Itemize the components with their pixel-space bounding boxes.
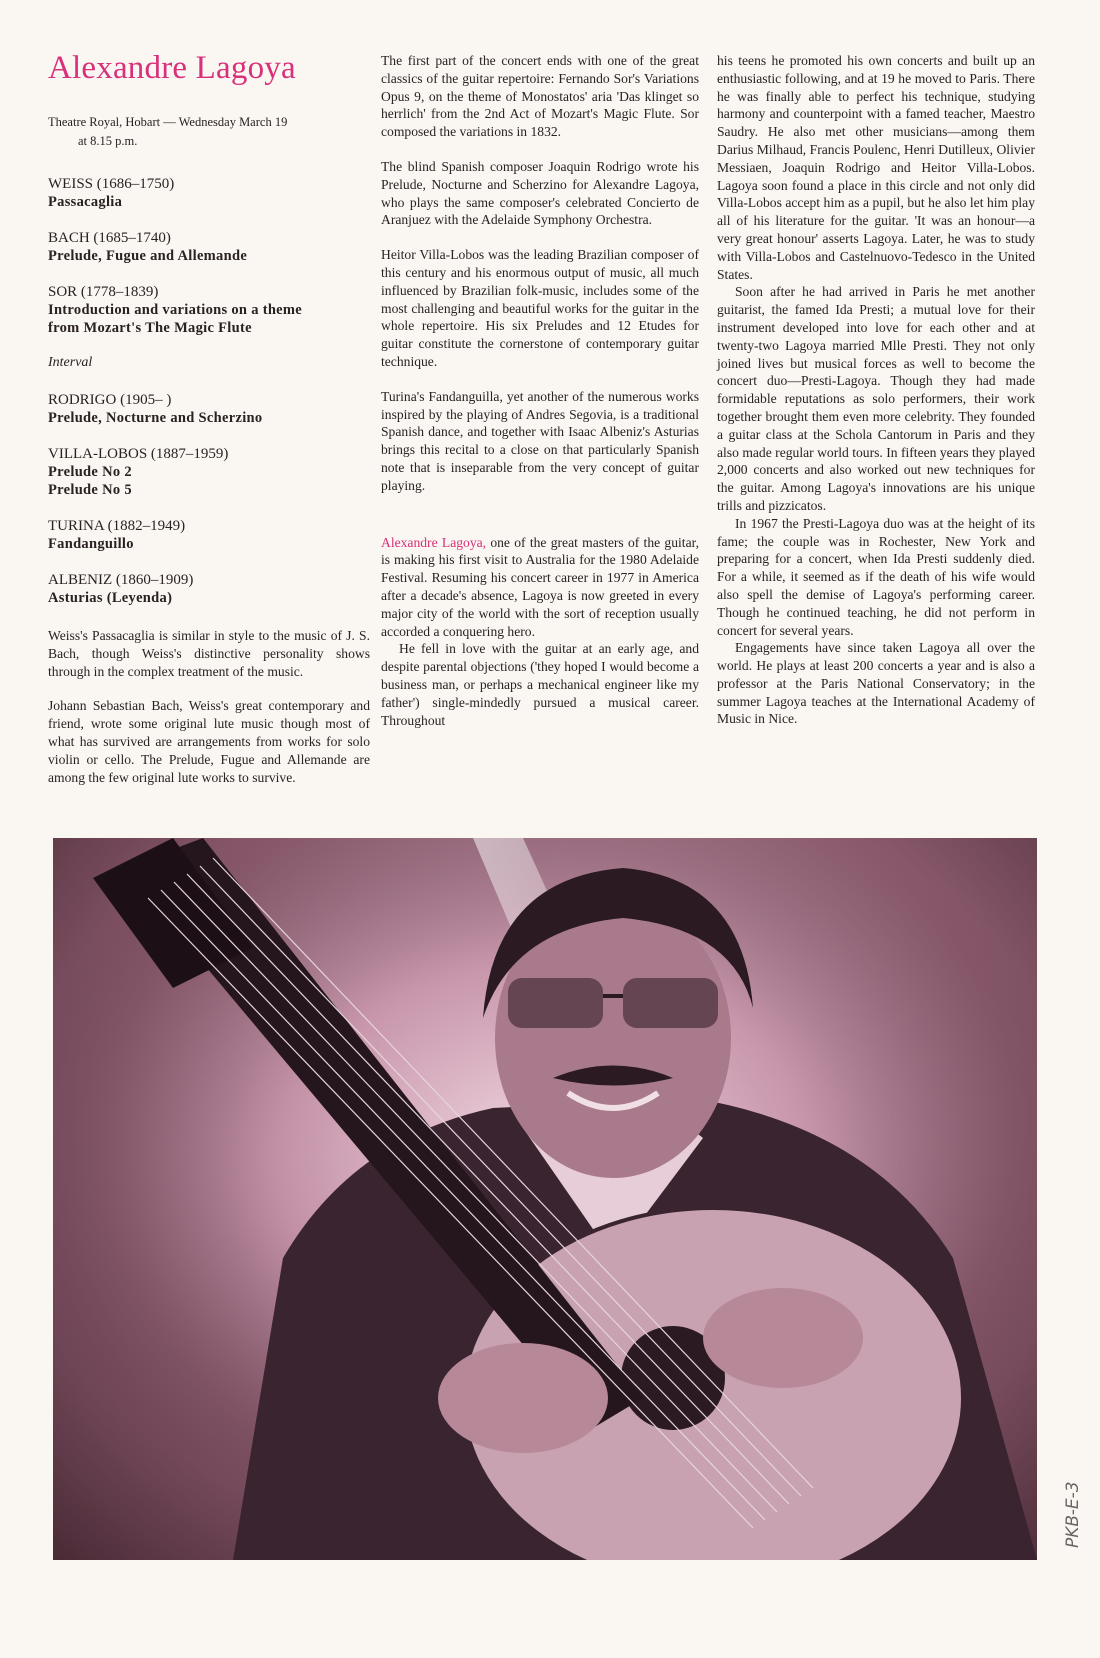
program-item <box>48 571 370 607</box>
note-paragraph: Heitor Villa-Lobos was the leading Brazilian composer of this century and his enormous output of music, all much influenced by Brazilian folk-music, includes some of the most challenging and beautiful works for the guitar in the whole repertoire. His six Preludes and 12 Etudes for guitar constitute the cornerstone of contemporary guitar technique. <box>381 247 699 369</box>
composer: WEISS (1686–1750) <box>48 176 175 192</box>
bio-lead-text: one of the great masters of the guitar, is making his first visit to Australia for the 1980 Adelaide Festival. Resuming his concert career in 1977 in America after a decade's absence, Lagoya is now greeted in every major city of the world with the sort of reception usually accorded a conquering hero. <box>381 534 699 639</box>
program-item <box>48 391 370 427</box>
program-item <box>48 283 370 337</box>
bio-paragraph: He fell in love with the guitar at an early age, and despite parental objections ('they hoped I would become a business man, or perhaps a mechanical engineer like my father') single-mindedly pursued a musical career. Throughout <box>381 641 699 728</box>
handwritten-ref-text: PKB-E-3 <box>1063 1481 1083 1548</box>
composer: SOR (1778–1839) <box>48 284 159 300</box>
work-title: Prelude, Fugue and Allemande <box>48 248 248 264</box>
work-title: Prelude No 5 <box>48 482 132 498</box>
note-paragraph: Weiss's Passacaglia is similar in style to the music of J. S. Bach, though Weiss's distinctive personality shows through in the complex treatment of the music. <box>48 628 370 679</box>
program-item <box>48 229 370 265</box>
column-bio <box>717 52 1035 728</box>
venue-line-2: at 8.15 p.m. <box>78 134 138 148</box>
bio-paragraph: Soon after he had arrived in Paris he met another guitarist, the famed Ida Presti; a mutual love for their instrument developed into love for each other and at twenty-two Lagoya married Mlle Presti. They not only joined lives but musical forces as well to become the concert duo—Presti-Lagoya. Though they had made formidable reputations as solo performers, their work together brought them even more celebrity. They founded a guitar class at the Schola Cantorum in Paris and they also made regular world tours. In fifteen years they played 2,000 concerts and also worked out new techniques for the guitar. Among Lagoya's innovations are his unique trills and pizzicatos. <box>717 284 1035 513</box>
note-paragraph: Johann Sebastian Bach, Weiss's great contemporary and friend, wrote some original lute music though most of what has survived are arrangements from works for solo violin or cello. The Prelude, Fugue and Allemande are among the few original lute works to survive. <box>48 698 370 785</box>
program-item <box>48 175 370 211</box>
program-item <box>48 445 370 499</box>
work-title: Prelude, Nocturne and Scherzino <box>48 410 263 426</box>
bio-paragraph <box>381 534 699 641</box>
column-program <box>48 50 370 803</box>
portrait-photo <box>53 838 1037 1560</box>
note-paragraph: The blind Spanish composer Joaquin Rodrigo wrote his Prelude, Nocturne and Scherzino for Alexandre Lagoya, who plays the same composer's celebrated Concierto de Aranjuez with the Adelaide Symphony Orchestra. <box>381 158 699 228</box>
bio-paragraph: Engagements have since taken Lagoya all over the world. He plays at least 200 concerts a year and is also a professor at the Paris National Conservatory; in the summer Lagoya teaches at the International Academy of Music in Nice. <box>717 640 1035 727</box>
composer: VILLA-LOBOS (1887–1959) <box>48 446 229 462</box>
guitarist-illustration <box>53 838 1037 1560</box>
page-title: Alexandre Lagoya <box>48 50 296 86</box>
bio-paragraph: his teens he promoted his own concerts and built up an enthusiastic following, and at 19 he moved to Paris. There he was finally able to perfect his technique, studying harmony and counterpoint with a famed teacher, Maestro Saudry. He also met other musicians—among them Darius Milhaud, Francis Poulenc, Henri Dutilleux, Olivier Messiaen, Joaquin Rodrigo and Heitor Villa-Lobos. Lagoya soon found a place in this circle and not only did Villa-Lobos accept him as a pupil, but he also let him play all of his literature for the guitar. 'It was an honour—a very great honour' asserts Lagoya. Later, he was to study with Villa-Lobos and Castelnuovo-Tedesco in the United States. <box>717 53 1035 282</box>
composer: BACH (1685–1740) <box>48 230 171 246</box>
bio-lead-name: Alexandre Lagoya, <box>381 534 487 550</box>
work-title: Fandanguillo <box>48 536 134 552</box>
work-title: Prelude No 2 <box>48 464 132 480</box>
composer: TURINA (1882–1949) <box>48 518 186 534</box>
composer: ALBENIZ (1860–1909) <box>48 572 194 588</box>
work-title: Introduction and variations on a theme <box>48 302 303 318</box>
work-title: from Mozart's The Magic Flute <box>48 320 252 336</box>
work-title: Passacaglia <box>48 194 123 210</box>
interval-label: Interval <box>48 355 93 370</box>
handwritten-reference <box>1063 1481 1089 1658</box>
note-paragraph: The first part of the concert ends with one of the great classics of the guitar repertoire: Fernando Sor's Variations Opus 9, on the theme of Monostatos' aria 'Das klinget so herrlich' from the 2nd Act of Mozart's Magic Flute. Sor composed the variations in 1832. <box>381 53 699 140</box>
note-paragraph: Turina's Fandanguilla, yet another of the numerous works inspired by the playing of Andres Segovia, is a traditional Spanish dance, and together with Isaac Albeniz's Asturias brings this recital to a close on that particularly Spanish note that is inseparable from the very concept of guitar playing. <box>381 388 699 493</box>
venue-info <box>48 113 370 151</box>
venue-line-1: Theatre Royal, Hobart — Wednesday March 19 <box>48 115 288 129</box>
program-item <box>48 517 370 553</box>
column-notes <box>381 52 699 729</box>
bio-paragraph: In 1967 the Presti-Lagoya duo was at the height of its fame; the couple was in Rochester, New York and preparing for a concert, when Ida Presti suddenly died. For a while, it seemed as if the death of his wife would also spell the demise of Lagoya's performing career. Though he continued teaching, he did not perform in concert for several years. <box>717 515 1035 638</box>
work-title: Asturias (Leyenda) <box>48 590 173 606</box>
composer: RODRIGO (1905– ) <box>48 392 172 408</box>
